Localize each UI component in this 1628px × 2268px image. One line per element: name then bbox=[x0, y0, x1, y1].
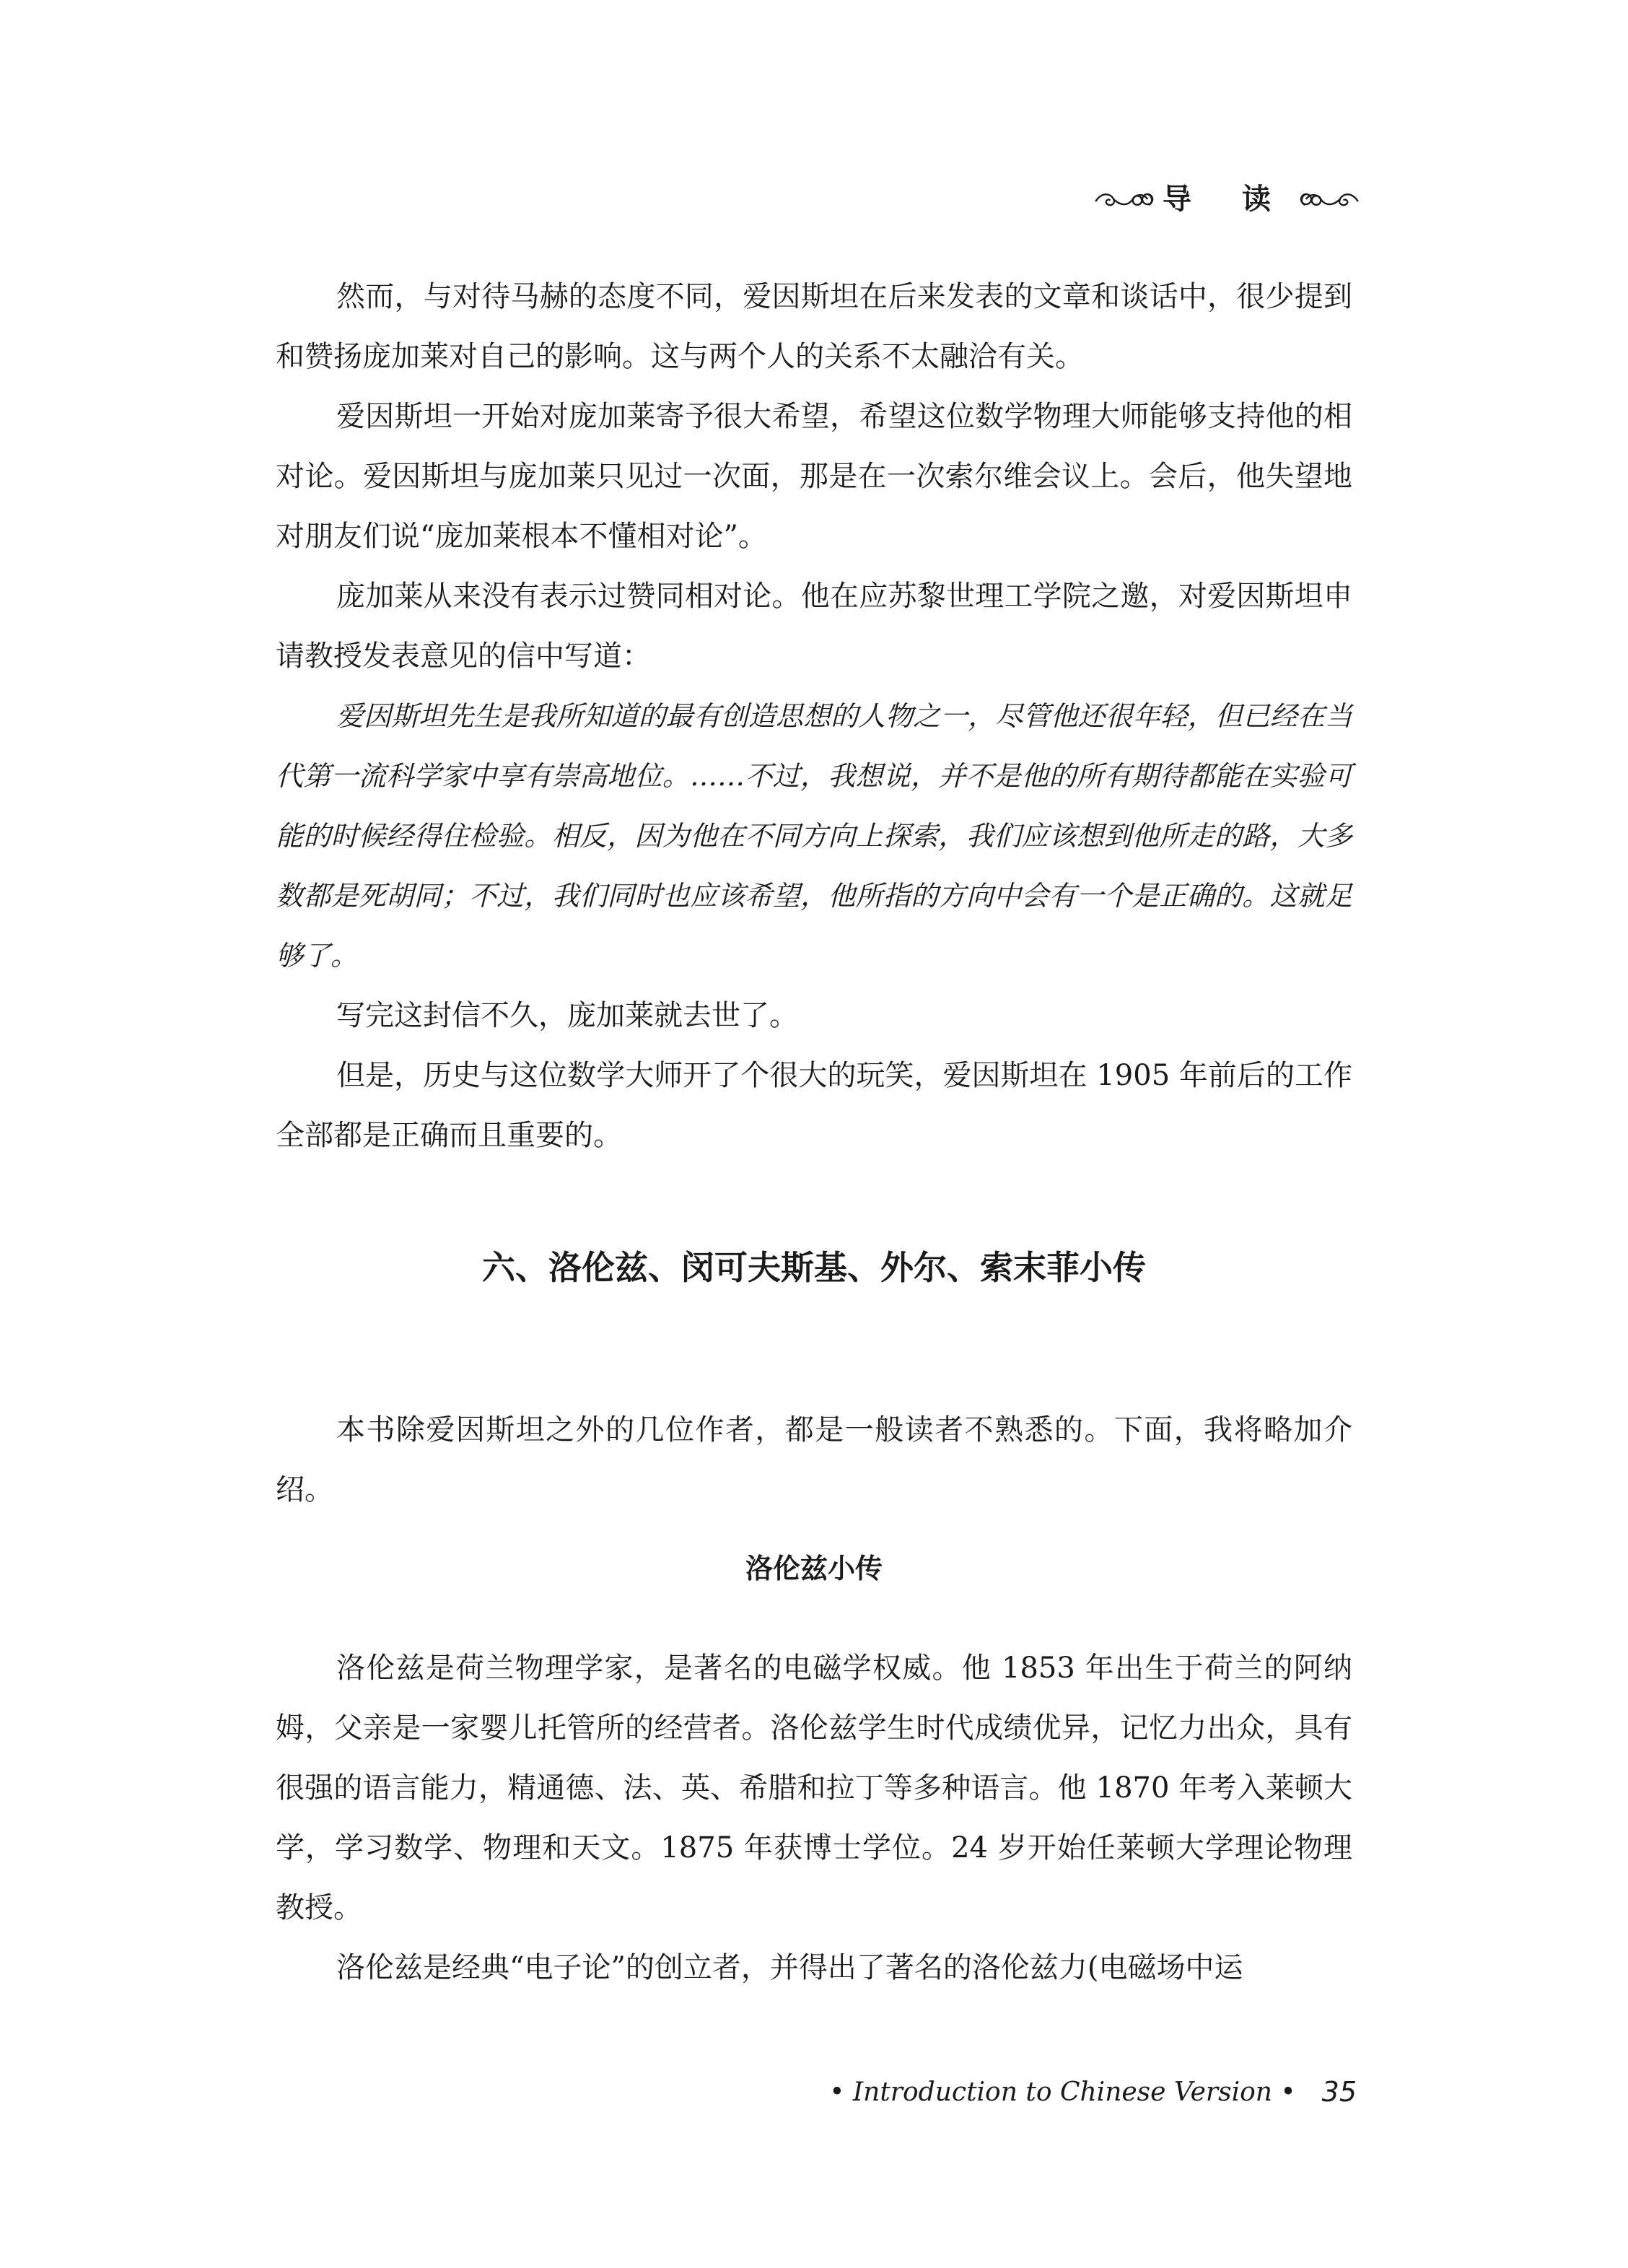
paragraph: 庞加莱从来没有表示过赞同相对论。他在应苏黎世理工学院之邀，对爱因斯坦申请教授发表意见的信中写道： bbox=[276, 580, 1352, 673]
left-flourish-icon bbox=[1093, 183, 1155, 215]
section-heading: 六、洛伦兹、闵可夫斯基、外尔、索末菲小传 bbox=[482, 1248, 1146, 1287]
running-header-title: 导 读 bbox=[1163, 183, 1291, 216]
page-footer bbox=[829, 2072, 1357, 2112]
paragraph: 但是，历史与这位数学大师开了个很大的玩笑，爱因斯坦在 1905 年前后的工作全部都是正确而且重要的。 bbox=[276, 1059, 1352, 1152]
paragraph: 然而，与对待马赫的态度不同，爱因斯坦在后来发表的文章和谈话中，很少提到和赞扬庞加莱对自己的影响。这与两个人的关系不太融洽有关。 bbox=[276, 280, 1352, 373]
paragraph: 洛伦兹是荷兰物理学家，是著名的电磁学权威。他 1853 年出生于荷兰的阿纳姆，父亲是一家婴儿托管所的经营者。洛伦兹学生时代成绩优异，记忆力出众，具有很强的语言能力，精通德、法、英、希腊和拉丁等多种语言。他 1870 年考入莱顿大学，学习数学、物理和天文。1875 年获博士学位。24 岁开始任莱顿大学理论物理教授。 bbox=[276, 1652, 1352, 1924]
sub-heading: 洛伦兹小传 bbox=[745, 1553, 883, 1584]
paragraph: 写完这封信不久，庞加莱就去世了。 bbox=[336, 999, 798, 1032]
footer-title: • Introduction to Chinese Version • bbox=[829, 2077, 1296, 2107]
running-header bbox=[1093, 178, 1360, 221]
page-number: 35 bbox=[1321, 2076, 1357, 2108]
paragraph: 爱因斯坦一开始对庞加莱寄予很大希望，希望这位数学物理大师能够支持他的相对论。爱因斯坦与庞加莱只见过一次面，那是在一次索尔维会议上。会后，他失望地对朋友们说“庞加莱根本不懂相对论”。 bbox=[276, 400, 1352, 553]
body-text-upper bbox=[276, 267, 1352, 1166]
right-flourish-icon bbox=[1298, 183, 1360, 215]
section-intro-block bbox=[276, 1400, 1352, 1520]
paragraph: 本书除爱因斯坦之外的几位作者，都是一般读者不熟悉的。下面，我将略加介绍。 bbox=[276, 1413, 1352, 1506]
body-text-lower bbox=[276, 1639, 1352, 1998]
paragraph: 洛伦兹是经典“电子论”的创立者，并得出了著名的洛伦兹力(电磁场中运 bbox=[336, 1951, 1243, 1984]
block-quote: 爱因斯坦先生是我所知道的最有创造思想的人物之一，尽管他还很年轻，但已经在当代第一流科学家中享有崇高地位。……不过，我想说，并不是他的所有期待都能在实验可能的时候经得住检验。相反，因为他在不同方向上探索，我们应该想到他所走的路，大多数都是死胡同；不过，我们同时也应该希望，他所指的方向中会有一个是正确的。这就足够了。 bbox=[276, 700, 1352, 972]
